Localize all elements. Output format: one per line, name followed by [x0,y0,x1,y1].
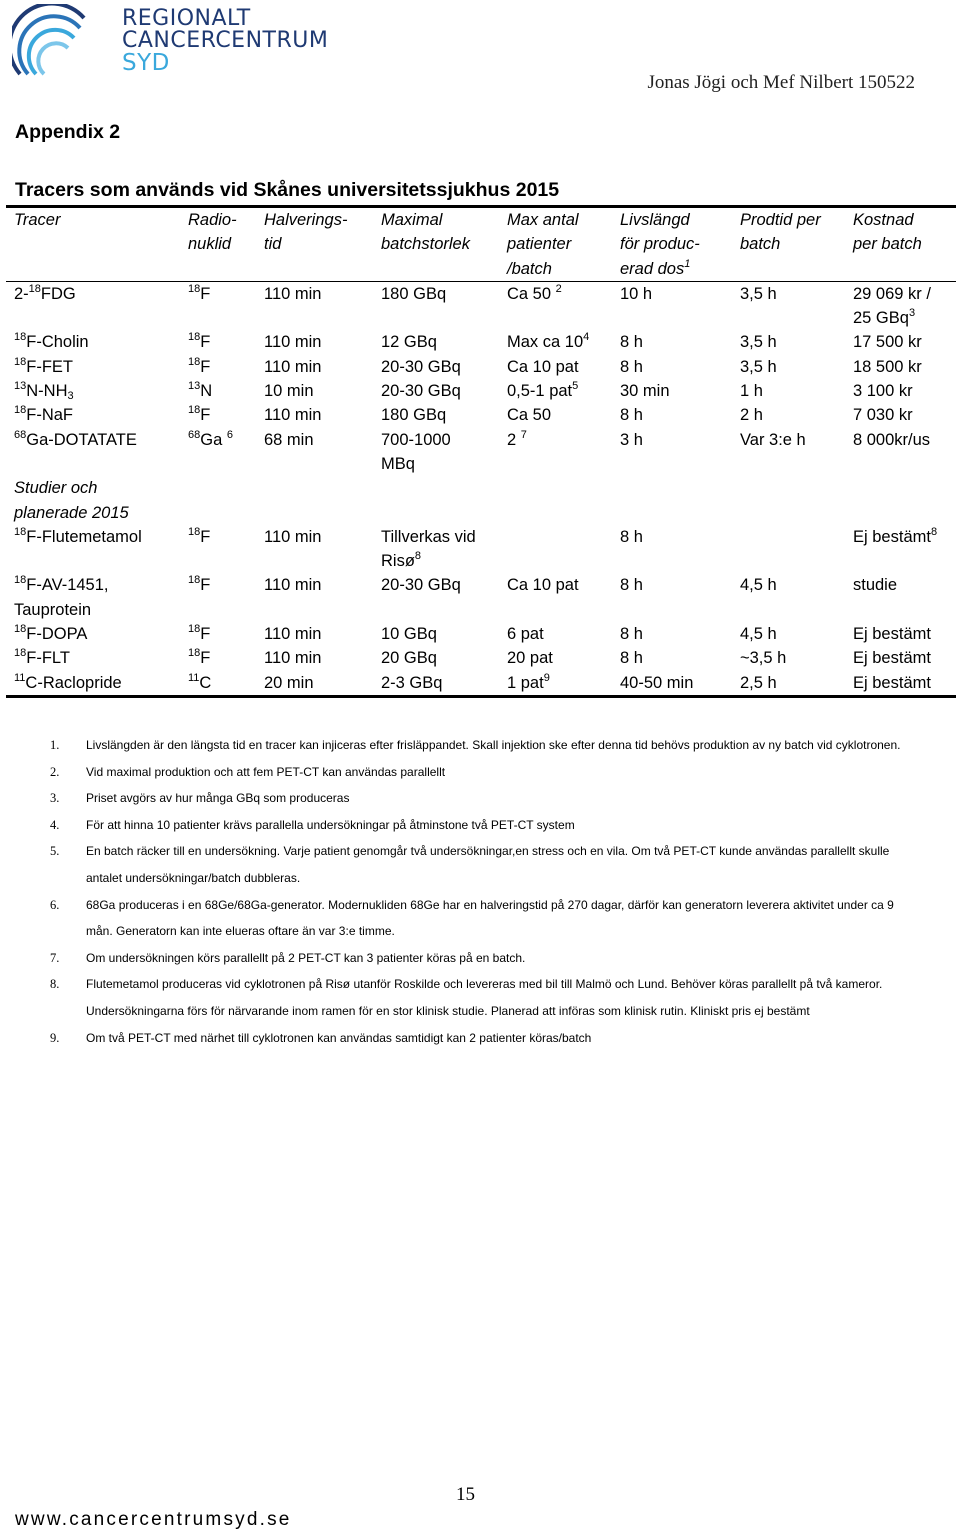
table-row [6,330,956,354]
footnote [50,892,910,945]
table-cell [499,476,612,525]
table-row [6,379,956,403]
table-cell: 10 GBq [381,625,437,644]
table-cell: $^{11}$C-Raclopride [6,671,180,697]
table-cell [373,476,499,525]
footnote [50,1025,910,1052]
table-cell: $^{13}$N [188,380,213,401]
table-cell: Ca 50 [507,406,552,425]
table-cell: Tillverkas vid Risø$^8$ [381,527,476,571]
table-row [6,622,956,646]
table-cell: $^{11}$C [180,671,256,697]
footnotes [50,732,910,1051]
table-cell: 10 min [264,382,314,401]
table-cell: Max ca $10^4$ [507,331,590,352]
table-cell: 1 pat$^9$ [499,671,612,697]
footnote [50,971,910,1024]
table-cell: 180 GBq [381,406,447,425]
footnote-text: Livslängden är den längsta tid en tracer kan injiceras efter frisläppandet. Skall injektion ske efter denna tid behövs produktion av ny batch vid cyklotronen. [86,738,901,752]
table-cell [180,476,256,525]
table-cell: 20 GBq [381,649,437,668]
footnote [50,945,910,972]
footer-url: www.cancercentrumsyd.se [15,1509,292,1530]
table-cell: 3 h [620,430,643,449]
table-cell: 8 h [620,576,643,595]
table-cell: Var 3:e h [740,430,806,449]
rcc-syd-logo [12,4,329,88]
document-title: Tracers som används vid Skånes universitetssjukhus 2015 [15,179,560,201]
footnote-number: 6. [50,897,60,912]
org-line-1: REGIONALT [122,6,251,31]
table-cell: 8 h [620,527,643,546]
table-cell: $^{18}$F-FLT [14,647,70,668]
table-cell: Ej bestämt [853,649,931,668]
org-name [122,8,328,74]
table-cell: $^{18}$F [188,623,211,644]
footnote-text: Vid maximal produktion och att fem PET-CT kan användas parallellt [86,764,446,779]
table-cell: 3,5 h [740,357,777,376]
table-cell: 8 h [620,406,643,425]
footnote [50,785,910,812]
table-row [6,355,956,379]
table-cell: 6 pat [507,625,544,644]
table-cell: 40-50 min [612,671,732,697]
table-cell: $^{68}$Ga $^6$ [188,428,233,449]
table-cell: $^{18}$F [188,647,211,668]
section-label: Studier och planerade 2015 [14,479,129,522]
footnote-text: För att hinna 10 patienter krävs parallella undersökningar på åtminstone två PET-CT system [86,817,575,832]
table-cell: 0,5-1 pat$^5$ [507,380,579,401]
table-cell: 20 min [256,671,373,697]
table-row [6,646,956,670]
table-cell: $^{18}$F-FET [14,355,73,376]
table-body [6,281,956,696]
table-cell: 2 $^7$ [507,428,527,449]
footnote-number: 7. [50,950,60,965]
table-cell: Ca 10 pat [507,357,579,376]
org-line-2: CANCERCENTRUM [122,28,329,53]
table-cell: 110 min [264,406,322,425]
table-cell: $^{18}$F-DOPA [14,623,88,644]
footnote-text: Priset avgörs av hur många GBq som produceras [86,791,350,806]
table-cell: 110 min [264,649,322,668]
footnote [50,812,910,839]
table-cell: 12 GBq [381,333,437,352]
table-cell: 3,5 h [740,333,777,352]
author-date: Jonas Jögi och Mef Nilbert 150522 [647,72,915,93]
table-cell: 2,5 h [732,671,845,697]
table-cell: ~3,5 h [740,649,787,668]
table-cell: 110 min [264,625,322,644]
table-row [6,428,956,477]
table-cell: $^{18}$F [188,404,211,425]
table-cell: 4,5 h [740,576,777,595]
table-cell: Ca 10 pat [507,576,579,595]
table-cell [499,525,612,574]
table-cell: 8 h [620,333,643,352]
table-cell: 17 500 kr [853,333,922,352]
table-cell: Ca 50 $^2$ [507,282,562,303]
column-header: Kostnad per batch [845,207,956,282]
column-header: Tracer [6,207,180,282]
table-row [6,281,956,330]
footnote-number: 1. [50,738,60,752]
table-cell: 110 min [264,284,322,303]
table-cell: 20-30 GBq [381,357,461,376]
table-cell: 700-1000 MBq [381,430,451,473]
page-number: 15 [456,1484,475,1505]
table-cell: studie [853,576,898,595]
table-cell: $^{18}$F-Flutemetamol [14,525,142,546]
table-cell: $^{18}$F [188,331,211,352]
footnote [50,759,910,786]
table-cell: 8 h [620,357,643,376]
table-cell: 4,5 h [740,625,777,644]
table-cell [612,476,732,525]
table-cell: 2-3 GBq [373,671,499,697]
table-row [6,403,956,427]
table-cell: 10 h [620,284,653,303]
table-cell: 29 069 kr / 25 GBq$^3$ [853,284,931,328]
table-cell: 3,5 h [740,284,777,303]
table-cell: 110 min [264,576,322,595]
footnote-text: Om undersökningen körs parallellt på 2 PET-CT kan 3 patienter köras på en batch. [86,950,526,965]
table-cell [256,476,373,525]
table-cell: $^{13}N-NH_3$ [14,380,74,403]
table-cell: Ej bestämt [845,671,956,697]
table-cell: 110 min [264,333,322,352]
table-header [6,207,956,282]
table-cell: Ej bestämt$^8$ [853,525,938,546]
footnote-text: Om två PET-CT med närhet till cyklotronen kan användas samtidigt kan 2 patienter köras/batch [86,1030,592,1045]
column-header: Halverings- tid [256,207,373,282]
footnote-text: En batch räcker till en undersökning. Varje patient genomgår två undersökningar,en stress och en vila. Om två PET-CT kunde användas parallellt skulle antalet undersökningar/batch dubbleras. [86,844,890,885]
table-cell: 110 min [264,357,322,376]
footnote-number: 5. [50,844,60,859]
column-header: Radio- nuklid [180,207,256,282]
footnote-number: 2. [50,764,60,779]
table-cell: $^{18}$F-AV-1451, Tauprotein [14,574,109,619]
table-cell: 110 min [264,527,322,546]
table-cell [732,476,845,525]
footnote [50,732,910,759]
footnote-text: Flutemetamol produceras vid cyklotronen på Risø utanför Roskilde och levereras med bil till Malmö och Lund. Behöver köras parallellt på två kameror. Undersökningarna förs för närvarande inom ramen för en stor klinisk studie. Planerad att införas som klinisk rutin. Kliniskt pris ej bestämt [86,977,883,1018]
table-cell [845,476,956,525]
table-cell: $^{68}$Ga-DOTATATE [14,428,137,449]
table-cell: 180 GBq [381,284,447,303]
table-row [6,671,956,697]
table-cell: $^{18}$F [188,355,211,376]
table-cell: 20-30 GBq [381,382,461,401]
table-row [6,573,956,622]
appendix-heading: Appendix 2 [15,121,121,143]
table-cell: 20-30 GBq [381,576,461,595]
table-cell: $^{18}$F [188,574,211,595]
table-row [6,525,956,574]
section-row [6,476,956,525]
table-cell: 20 pat [507,649,553,668]
logo-rings-icon [12,4,108,88]
footnote-number: 4. [50,817,60,832]
table-cell: 7 030 kr [853,406,913,425]
column-header: Maximal batchstorlek [373,207,499,282]
footnote [50,838,910,891]
table-cell: $^{18}$F-NaF [14,404,73,425]
column-header: Prodtid per batch [732,207,845,282]
table-cell: Ej bestämt [853,625,931,644]
table-cell: 30 min [620,382,670,401]
footnote-number: 9. [50,1030,60,1045]
table-cell: $^{18}$F-Cholin [14,331,89,352]
table-cell: 8 000kr/us [853,430,931,449]
table-cell: 8 h [620,649,643,668]
table-cell: 68 min [264,430,314,449]
column-header: Max antal patienter /batch [499,207,612,282]
table-cell: 2 h [740,406,763,425]
table-cell [732,525,845,574]
footnote-text: 68Ga produceras i en 68Ge/68Ga-generator. Modernukliden 68Ge har en halveringstid på 270 dagar, därför kan generatorn leverera aktivitet under ca 9 mån. Generatorn kan inte elueras oftare än var 3:e timme. [86,897,894,939]
table-cell: $^{18}$F [188,282,211,303]
table-cell: 2-$^{18}$FDG [14,282,76,303]
table-cell: 3 100 kr [853,382,913,401]
footnote-number: 3. [50,791,60,806]
table-cell: 1 h [740,382,763,401]
footnote-number: 8. [50,977,60,992]
table-cell: $^{18}$F [188,525,211,546]
column-header: Livslängd för produc- erad dos$^1$ [612,207,732,282]
org-line-3: SYD [122,50,170,76]
tracer-table [6,205,956,698]
table-cell: 8 h [620,625,643,644]
table-cell: 18 500 kr [853,357,922,376]
